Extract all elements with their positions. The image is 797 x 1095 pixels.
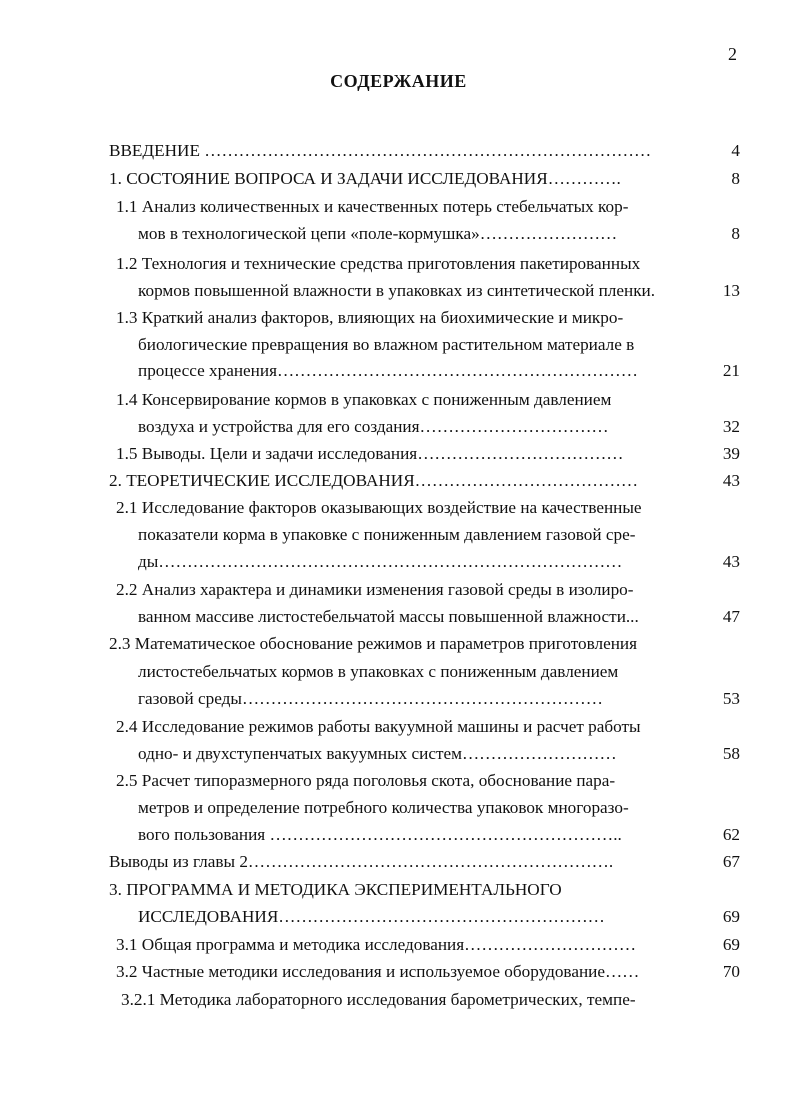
toc-page: 8 (731, 169, 740, 188)
toc-line: 3. ПРОГРАММА И МЕТОДИКА ЭКСПЕРИМЕНТАЛЬНОГО (109, 880, 562, 899)
toc-line: кормов повышенной влажности в упаковках из синтетической пленки. (138, 281, 656, 300)
toc-line: Выводы из главы 2………………………………………………………. (109, 852, 614, 871)
toc-line: биологические превращения во влажном растительном материале в (138, 335, 635, 354)
toc-line: ИССЛЕДОВАНИЯ………………………………………………… (138, 907, 605, 926)
toc-line: 1.4 Консервирование кормов в упаковках с пониженным давлением (116, 390, 612, 409)
toc-line: 1.2 Технология и технические средства приготовления пакетированных (116, 254, 641, 273)
toc-line: 2.5 Расчет типоразмерного ряда поголовья скота, обоснование пара- (116, 771, 616, 790)
toc-line: 3.1 Общая программа и методика исследования………………………… (116, 935, 637, 954)
toc-page: 53 (722, 689, 740, 708)
toc-page: 43 (722, 552, 740, 571)
toc-line: 1. СОСТОЯНИЕ ВОПРОСА И ЗАДАЧИ ИССЛЕДОВАНИЯ…………. (109, 169, 621, 188)
toc-line: 1.5 Выводы. Цели и задачи исследования……………………………… (116, 444, 624, 463)
toc-line: ды……………………………………………………………………… (138, 552, 623, 571)
toc-line: воздуха и устройства для его создания…………………………… (138, 417, 609, 436)
toc-page: 58 (722, 744, 740, 763)
toc-page: 69 (722, 935, 740, 954)
toc-line: 2.2 Анализ характера и динамики изменения газовой среды в изолиро- (116, 580, 634, 599)
toc-line: 2.4 Исследование режимов работы вакуумной машины и расчет работы (116, 717, 641, 736)
toc-page: 8 (731, 224, 740, 243)
toc-page: 69 (722, 907, 740, 926)
toc-page: 13 (722, 281, 740, 300)
toc-page: 39 (722, 444, 740, 463)
page-title: СОДЕРЖАНИЕ (330, 71, 467, 91)
toc-line: газовой среды……………………………………………………… (138, 689, 603, 708)
toc-line: мов в технологической цепи «поле-кормушка»…………………… (138, 224, 618, 243)
toc-line: показатели корма в упаковке с пониженным давлением газовой сре- (138, 525, 636, 544)
toc-line: листостебельчатых кормов в упаковках с пониженным давлением (138, 662, 619, 681)
toc-line: процессе хранения……………………………………………………… (138, 361, 638, 380)
toc-line: 2.3 Математическое обоснование режимов и параметров приготовления (109, 634, 637, 653)
toc-line: 2. ТЕОРЕТИЧЕСКИЕ ИССЛЕДОВАНИЯ………………………………… (109, 471, 639, 490)
toc-page: 32 (722, 417, 740, 436)
toc-line: 3.2 Частные методики исследования и используемое оборудование…… (116, 962, 640, 981)
toc-page: 70 (722, 962, 740, 981)
toc-line: ВВЕДЕНИЕ …………………………………………………………………… (109, 141, 652, 160)
toc-line: метров и определение потребного количества упаковок многоразо- (138, 798, 629, 817)
toc-page: 62 (722, 825, 740, 844)
toc-line: одно- и двухступенчатых вакуумных систем……………………… (138, 744, 617, 763)
toc-page: 21 (722, 361, 740, 380)
toc-line: 1.3 Краткий анализ факторов, влияющих на биохимические и микро- (116, 308, 624, 327)
toc-line: 1.1 Анализ количественных и качественных потерь стебельчатых кор- (116, 197, 629, 216)
toc-page: 47 (722, 607, 740, 626)
toc-page: 43 (722, 471, 740, 490)
toc-line: вого пользования …………………………………………………….. (138, 825, 622, 844)
toc-page: 67 (722, 852, 740, 871)
toc-line: ванном массиве листостебельчатой массы повышенной влажности... (138, 607, 639, 626)
toc-line: 3.2.1 Методика лабораторного исследования барометрических, темпе- (121, 990, 636, 1009)
toc-page: 4 (731, 141, 740, 160)
toc-line: 2.1 Исследование факторов оказывающих воздействие на качественные (116, 498, 642, 517)
page-number: 2 (728, 44, 737, 64)
